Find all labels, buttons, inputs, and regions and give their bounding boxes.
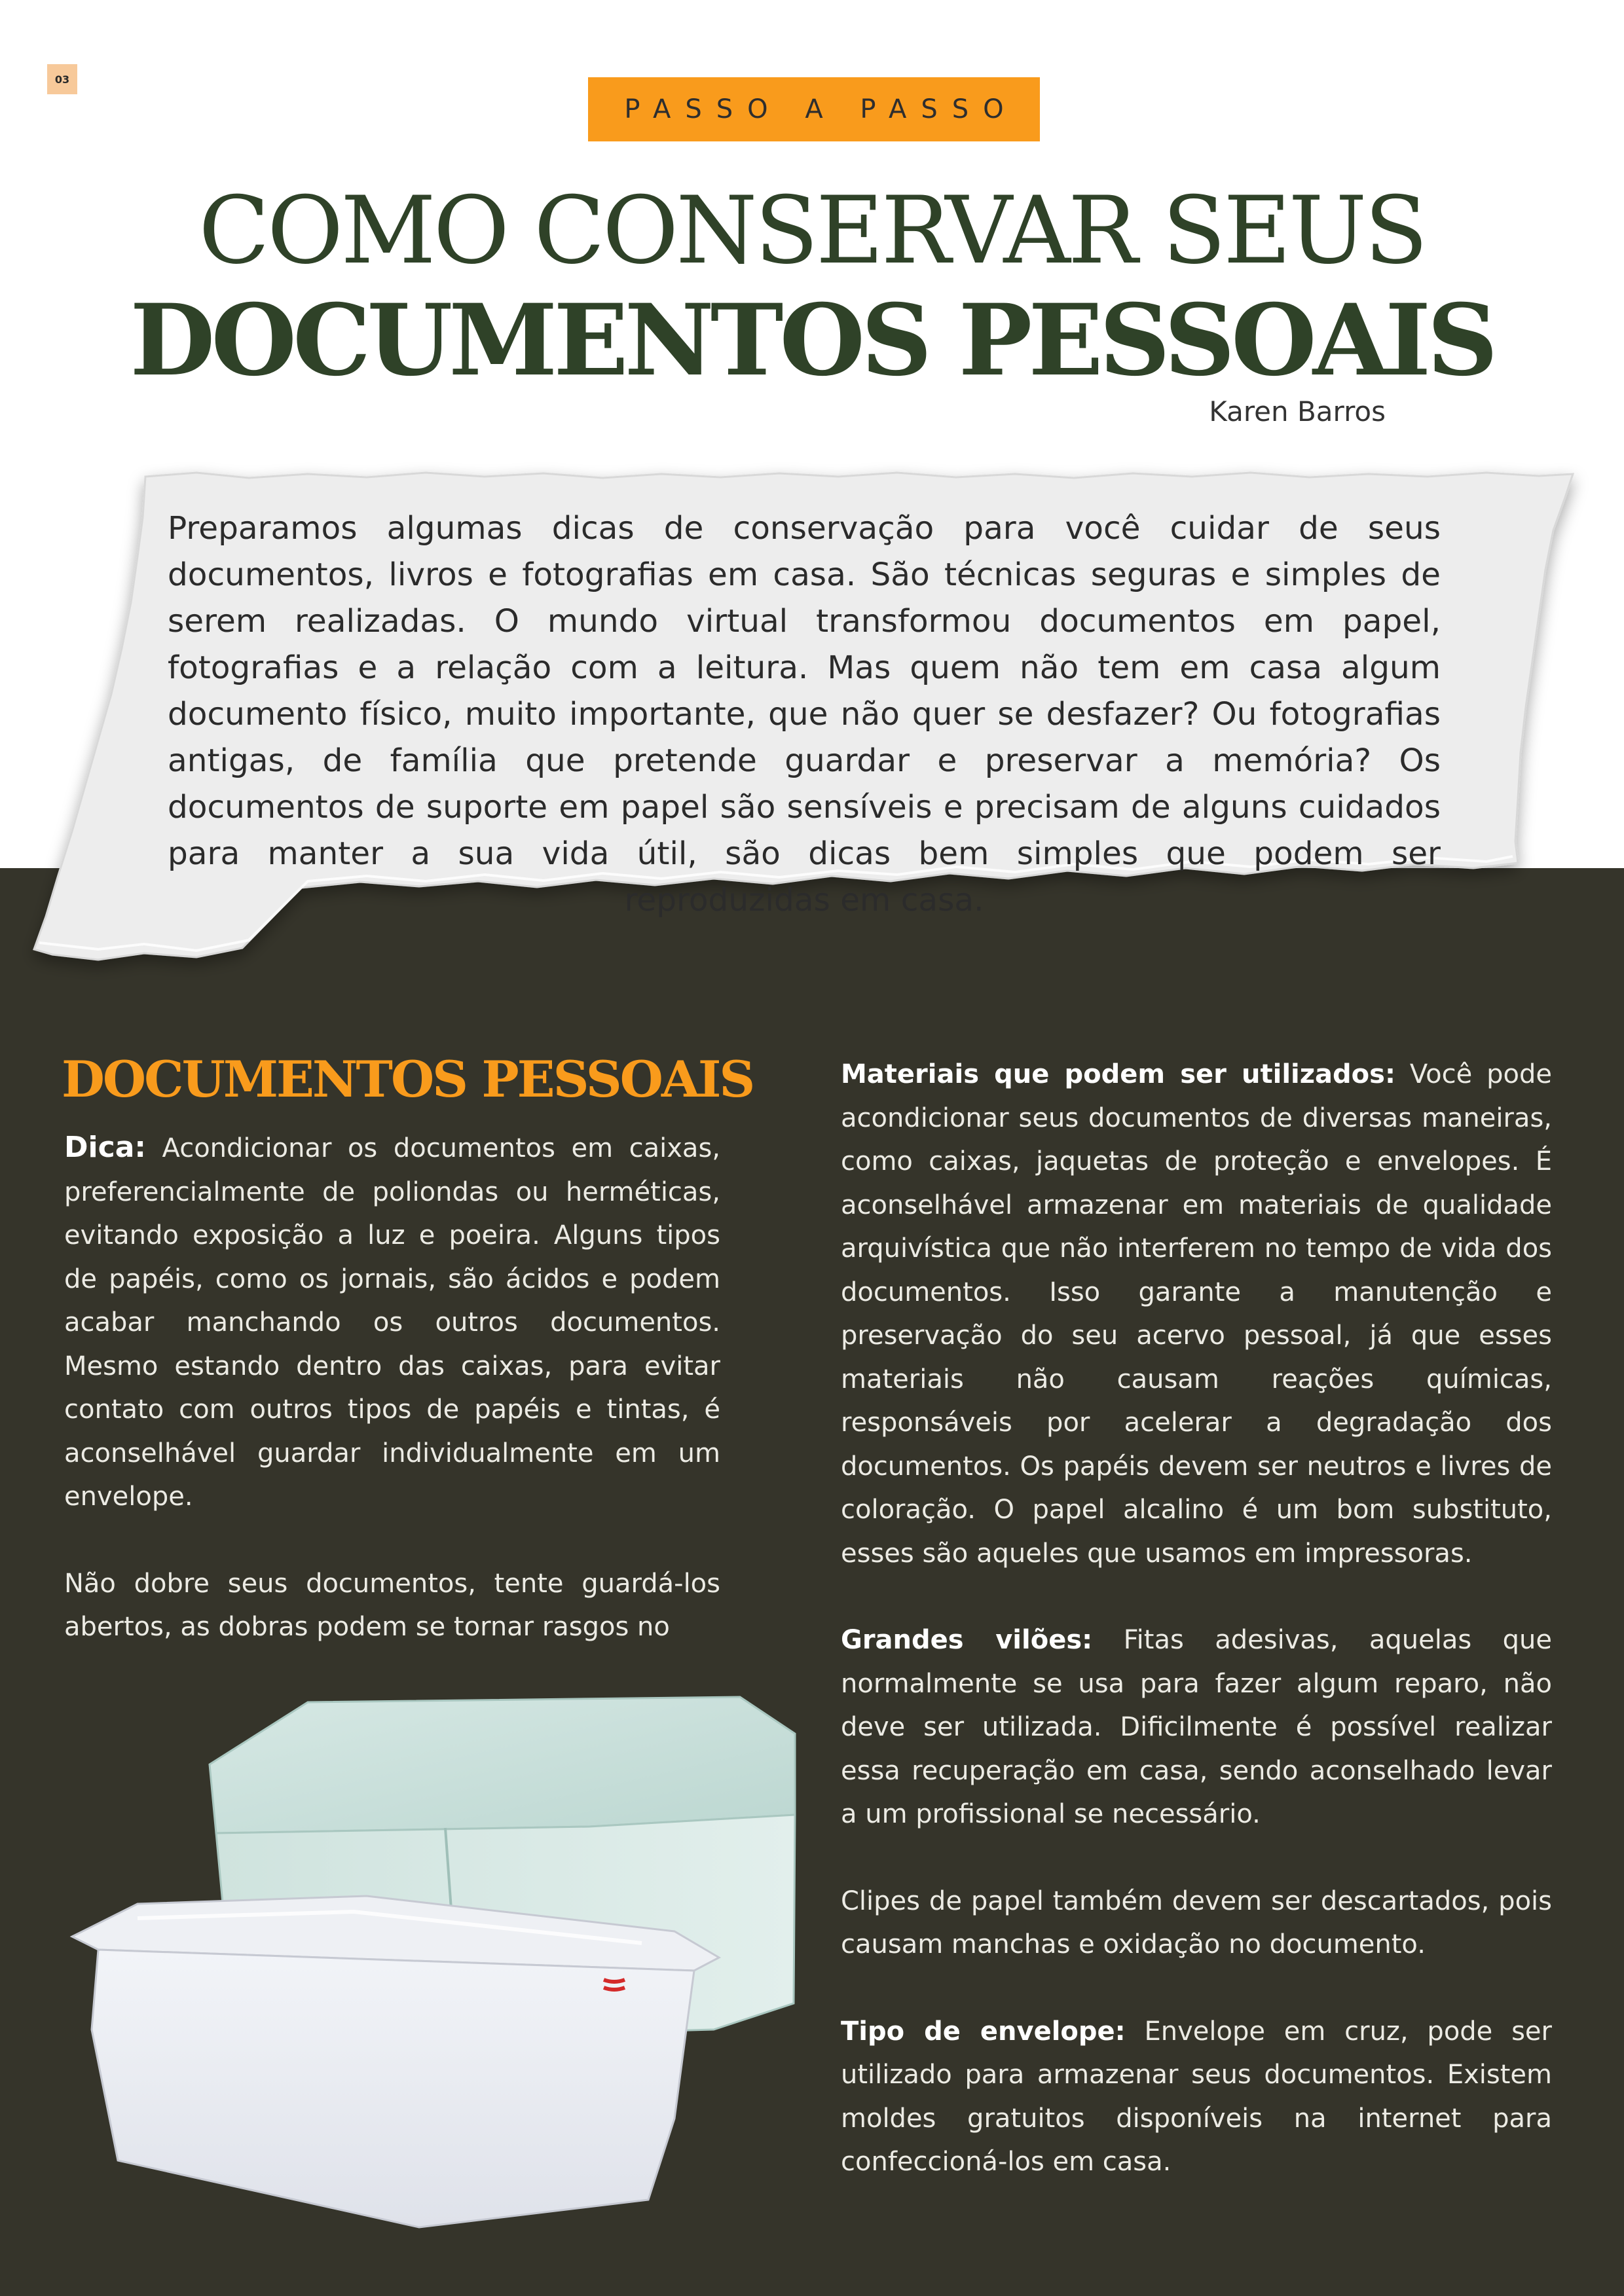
envelope-label: Tipo de envelope: xyxy=(841,2016,1126,2047)
materiais-text: Você pode acondicionar seus documentos de diversas maneiras, como caixas, jaquetas de proteção e envelopes. É aconselhável armazenar em materiais de qualidade arquivística que não interferem no tempo de vida dos documentos. Isso garante a manutenção e preservação do seu acervo pessoal, já que esses materiais não causam reações químicas, responsáveis por acelerar a degradação dos documentos. Os papéis devem ser neutros e livres de coloração. O papel alcalino é um bom substituto, esses são aqueles que usamos em impressoras. xyxy=(841,1059,1553,1569)
materiais-label: Materiais que podem ser utilizados: xyxy=(841,1059,1395,1089)
page-title-line1: COMO CONSERVAR SEUS xyxy=(198,177,1426,285)
page-number: 03 xyxy=(47,64,77,94)
dica-label: Dica: xyxy=(64,1131,146,1164)
dica-text: Acondicionar os documentos em caixas, preferencialmente de poliondas ou herméticas, evitando exposição a luz e poeira. Alguns tipos de papéis, como os jornais, são ácidos e podem acabar manchando os outros documentos. Mesmo estando dentro das caixas, para evitar contato com outros tipos de papéis e tintas, é aconselhável guardar individualmente em um envelope. xyxy=(64,1133,720,1512)
author-name: Karen Barros xyxy=(1209,395,1386,428)
intro-paragraph: Preparamos algumas dicas de conservação para você cuidar de seus documentos, livros e fotografias em casa. São técnicas seguras e simples de serem realizadas. O mundo virtual transformou documentos em papel, fotografias e a relação com a leitura. Mas quem não tem em casa algum documento físico, muito importante, que não quer se desfazer? Ou fotografias antigas, de família que pretende guardar e preservar a memória? Os documentos de suporte em papel são sensíveis e precisam de alguns cuidados para manter a sua vida útil, são dicas bem simples que podem ser reproduzidas em casa. xyxy=(168,510,1441,919)
fold-paragraph: Não dobre seus documentos, tente guardá-los abertos, as dobras podem se tornar rasgos no xyxy=(64,1568,720,1642)
plastic-box xyxy=(72,1896,719,2227)
clipes-paragraph: Clipes de papel também devem ser descartados, pois causam manchas e oxidação no documento. xyxy=(841,1886,1552,1959)
viloes-label: Grandes vilões: xyxy=(841,1625,1093,1655)
section-tag: PASSO A PASSO xyxy=(588,77,1040,141)
viloes-text: Fitas adesivas, aquelas que normalmente se usa para fazer algum reparo, não deve ser utilizada. Dificilmente é possível realizar essa recuperação em casa, sendo aconselhado levar a um profissional se necessário. xyxy=(841,1625,1552,1829)
envelope-text: Envelope em cruz, pode ser utilizado para armazenar seus documentos. Existem moldes gratuitos disponíveis na internet para confeccioná-los em casa. xyxy=(841,2016,1552,2177)
section-heading: DOCUMENTOS PESSOAIS xyxy=(62,1050,754,1108)
page-title-line2: DOCUMENTOS PESSOAIS xyxy=(130,283,1494,398)
